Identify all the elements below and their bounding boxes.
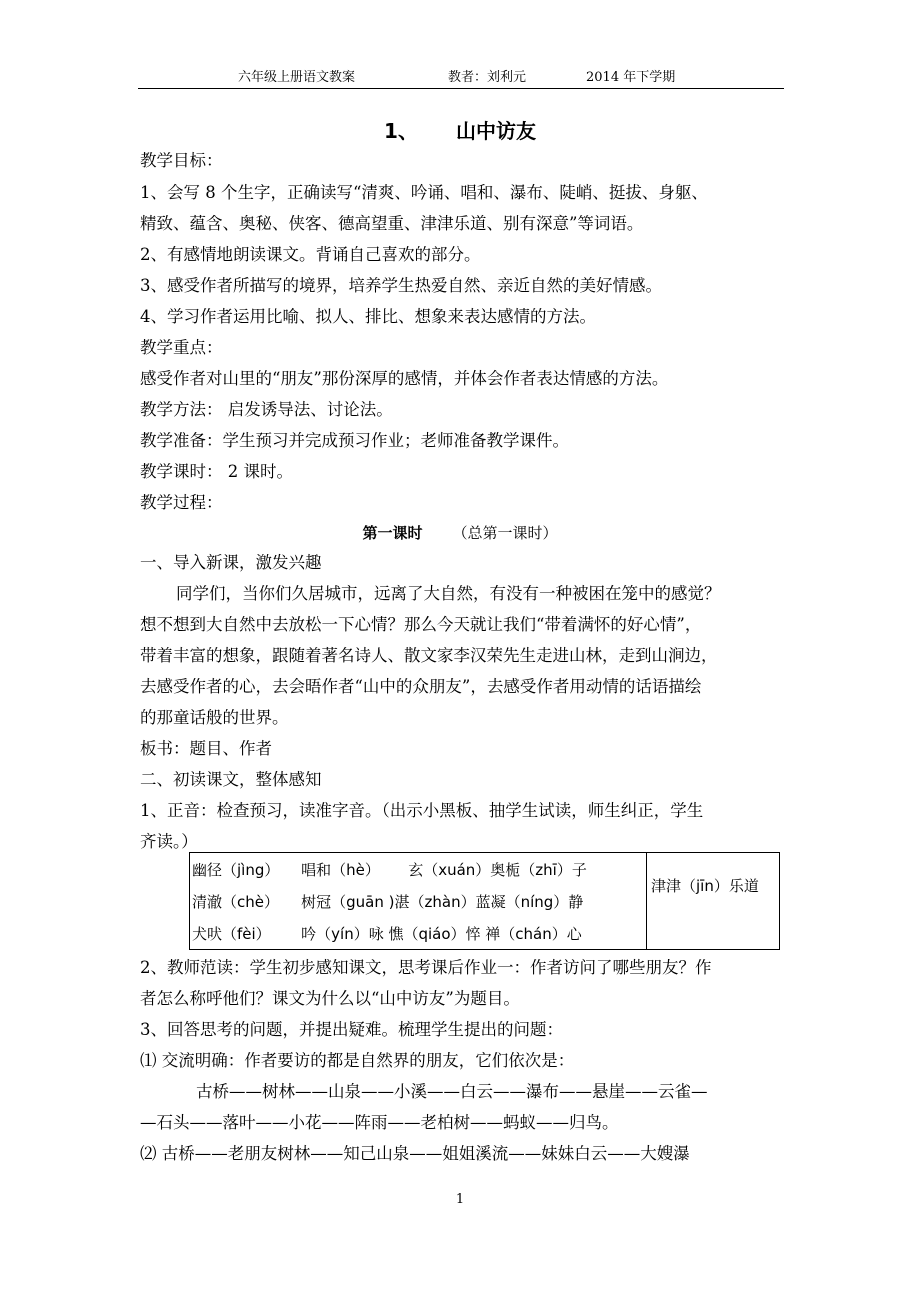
lesson-subtitle: （总第一课时） (452, 524, 558, 542)
para-1d: 去感受作者的心，去会晤作者“山中的众朋友”，去感受作者用动情的话语描绘 (140, 677, 702, 696)
focus-text: 感受作者对山里的“朋友”那份深厚的感情，并体会作者表达情感的方法。 (140, 369, 669, 388)
teaching-prep: 教学准备：学生预习并完成预习作业；老师准备教学课件。 (140, 431, 569, 450)
page-header (138, 62, 784, 89)
section-2-heading: 二、初读课文，整体感知 (140, 770, 322, 789)
goal-1a: 1、会写 8 个生字，正确读写“清爽、吟诵、唱和、瀑布、陡峭、挺拔、身躯、 (140, 183, 708, 202)
table-row (190, 853, 780, 886)
header-course: 六年级上册语文教案 (238, 70, 356, 85)
focus-heading: 教学重点： (140, 338, 223, 357)
pinyin-side-cell: 津津（jīn）乐道 (647, 853, 780, 918)
pinyin-cell: 幽径（jìng） (192, 860, 280, 879)
lesson-title: 第一课时 (362, 524, 423, 542)
pinyin-cell: 犬吠（fèi） (192, 924, 271, 943)
question-1: ⑴ 交流明确：作者要访的都是自然界的朋友，它们依次是： (140, 1051, 575, 1070)
friends-list-b: —石头——落叶——小花——阵雨——老柏树——蚂蚁——归鸟。 (140, 1113, 619, 1132)
step-2a: 2、教师范读：学生初步感知课文，思考课后作业一：作者访问了哪些朋友？作 (140, 958, 712, 977)
teaching-method: 教学方法： 启发诱导法、讨论法。 (140, 400, 393, 419)
pinyin-side-empty (647, 917, 780, 950)
pinyin-cell: 唱和（hè） (301, 860, 380, 879)
step-1b: 齐读。） (140, 832, 198, 851)
board-writing: 板书：题目、作者 (140, 739, 272, 758)
page-title (0, 115, 920, 144)
step-3: 3、回答思考的问题，并提出疑难。梳理学生提出的问题： (140, 1020, 563, 1039)
process-heading: 教学过程： (140, 493, 223, 512)
step-2b: 者怎么称呼他们？课文为什么以“山中访友”为题目。 (140, 989, 520, 1008)
goal-2: 2、有感情地朗读课文。背诵自己喜欢的部分。 (140, 245, 481, 264)
para-1b: 想不想到大自然中去放松一下心情？那么今天就让我们“带着满怀的好心情”， (140, 615, 702, 634)
header-teacher: 教者：刘利元 (448, 70, 527, 85)
title-text: 山中访友 (455, 119, 536, 143)
goal-1b: 精致、蕴含、奥秘、侠客、德高望重、津津乐道、别有深意”等词语。 (140, 214, 644, 233)
step-1a: 1、正音：检查预习，读准字音。（出示小黑板、抽学生试读，师生纠正，学生 (140, 801, 704, 820)
pinyin-cell: 清澈（chè） (192, 892, 279, 911)
friends-list-a: 古桥——树林——山泉——小溪——白云——瀑布——悬崖——云雀— (196, 1082, 708, 1101)
section-1-heading: 一、导入新课，激发兴趣 (140, 553, 322, 572)
pinyin-cell: 玄（xuán）奥栀（zhī）子 (408, 860, 587, 879)
pinyin-cell: 吟（yín）咏 憔（qiáo）悴 禅（chán）心 (301, 924, 582, 943)
teaching-hours: 教学课时： 2 课时。 (140, 462, 293, 481)
goal-4: 4、学习作者运用比喻、拟人、排比、想象来表达感情的方法。 (140, 307, 596, 326)
goal-3: 3、感受作者所描写的境界，培养学生热爱自然、亲近自然的美好情感。 (140, 276, 662, 295)
question-2: ⑵ 古桥——老朋友树林——知己山泉——姐姐溪流——妹妹白云——大嫂瀑 (140, 1144, 690, 1163)
pinyin-table (189, 852, 780, 950)
pinyin-cell: 树冠（guān )湛（zhàn）蓝凝（níng）静 (301, 892, 584, 911)
para-1e: 的那童话般的世界。 (140, 708, 289, 727)
title-number: 1、 (384, 119, 418, 143)
lesson-heading (0, 522, 920, 544)
goals-heading: 教学目标： (140, 151, 223, 170)
para-1c: 带着丰富的想象，跟随着著名诗人、散文家李汉荣先生走进山林，走到山涧边， (140, 646, 718, 665)
para-1a: 同学们，当你们久居城市，远离了大自然，有没有一种被困在笼中的感觉？ (176, 584, 721, 603)
table-row (190, 917, 780, 950)
page-number: 1 (455, 1192, 465, 1207)
header-term: 2014 年下学期 (586, 70, 676, 85)
